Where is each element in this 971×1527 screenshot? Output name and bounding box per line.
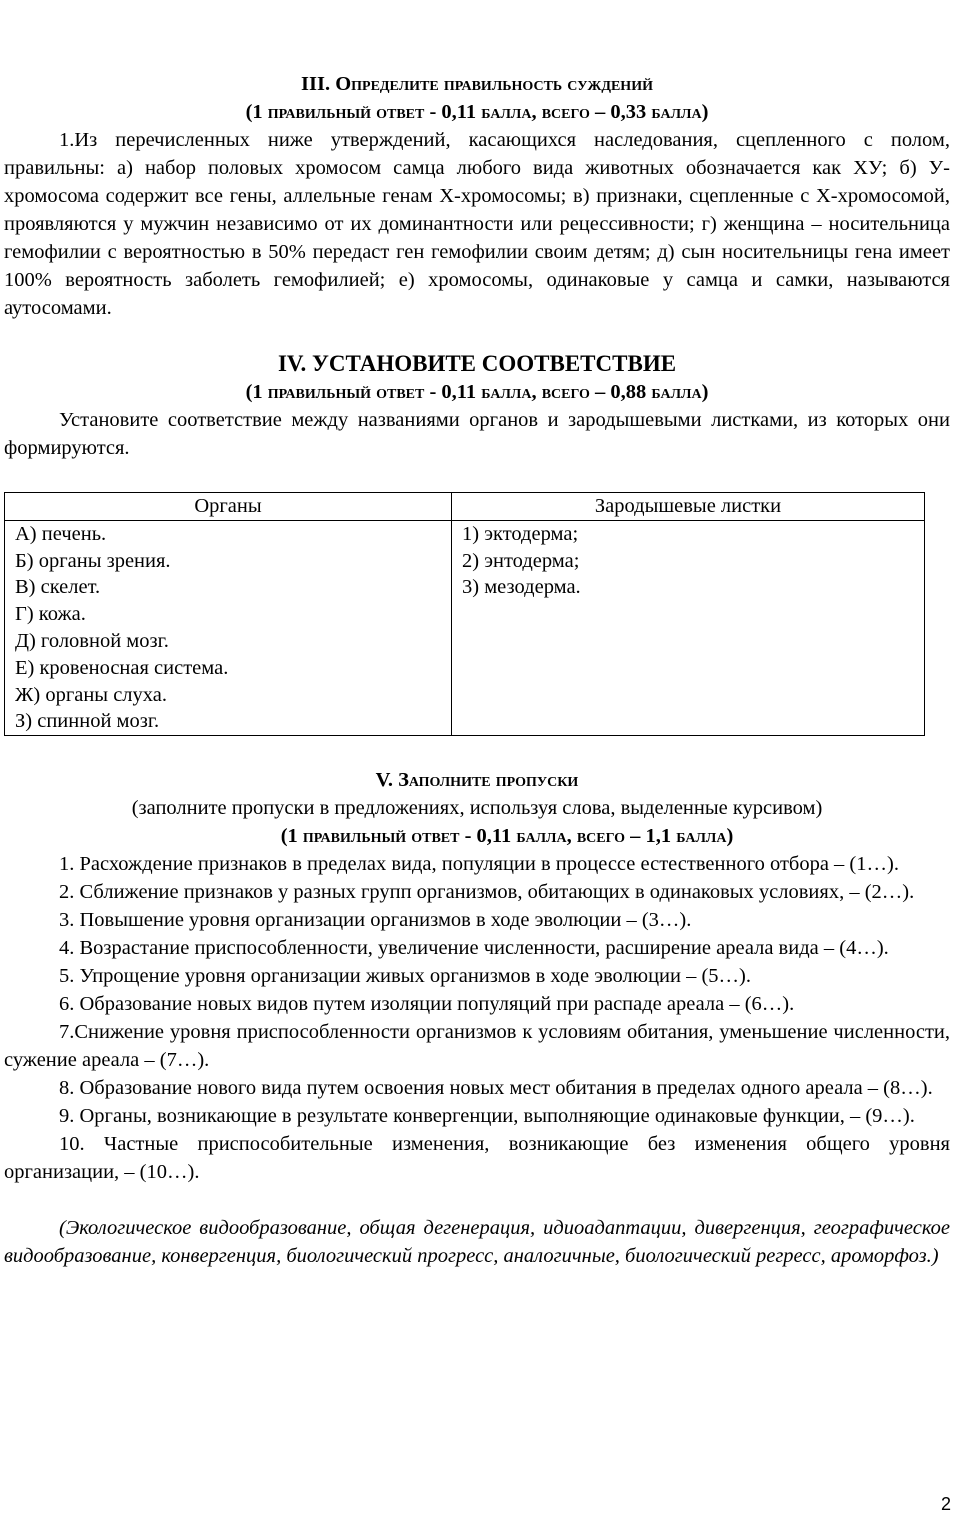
list-item: 3) мезодерма. (462, 576, 581, 599)
matching-table (4, 492, 925, 736)
list-item: З) спинной мозг. (15, 710, 160, 733)
word-bank: (Экологическое видообразование, общая дегенерация, идиоадаптации, дивергенция, географическое видообразование, конвергенция, биологический прогресс, аналогичные, биологический регресс, ароморфоз.) (4, 1217, 950, 1268)
table-header-organs: Органы (5, 493, 452, 521)
fill-item: 7.Снижение уровня приспособленности организмов к условиям обитания, уменьшение численности, сужение ареала – (7…). (4, 1021, 950, 1072)
section5-points: (1 правильный ответ - 0,11 балла, всего – 1,1 балла) (280, 825, 734, 848)
document-page (4, 70, 950, 1270)
fill-item: 2. Сближение признаков у разных групп организмов, обитающих в одинаковых условиях, – (2…). (59, 881, 915, 904)
section5-subtitle: (заполните пропуски в предложениях, используя слова, выделенные курсивом) (131, 797, 823, 820)
fill-item: 5. Упрощение уровня организации живых организмов в ходе эволюции – (5…). (59, 965, 752, 988)
list-item: В) скелет. (15, 576, 101, 599)
section3-points: (1 правильный ответ - 0,11 балла, всего – 0,33 балла) (245, 101, 709, 123)
section4-title: IV. УСТАНОВИТЕ СООТВЕТСТВИЕ (277, 351, 677, 376)
fill-item: 8. Образование нового вида путем освоения новых мест обитания в пределах одного ареала – (8…). (59, 1077, 933, 1100)
section3-text: 1.Из перечисленных ниже утверждений, касающихся наследования, сцепленного с полом, правильны: а) набор половых хромосом самца любого вида животных обозначается как ХУ; б) У-хромосома содержит все гены, аллельные генам Х-хромосомы; в) признаки, сцепленные с Х-хромосомой, проявляются у мужчин независимо от их доминантности или рецессивности; г) женщина – носительница гемофилии с вероятностью в 50% передаст ген гемофилии своим детям; д) сын носительницы гена имеет 100% вероятность заболеть гемофилией; е) хромосомы, одинаковые у самца и самки, называются аутосомами. (4, 129, 950, 319)
fill-item: 4. Возрастание приспособленности, увеличение численности, расширение ареала вида – (4…). (59, 937, 889, 960)
table-header-layers: Зародышевые листки (452, 493, 925, 521)
list-item: 1) эктодерма; (462, 522, 579, 545)
section4-points: (1 правильный ответ - 0,11 балла, всего – 0,88 балла) (245, 381, 709, 403)
list-item: А) печень. (15, 522, 107, 545)
fill-item: 6. Образование новых видов путем изоляции популяций при распаде ареала – (6…). (59, 993, 795, 1016)
organs-cell (5, 520, 452, 735)
list-item: 2) энтодерма; (462, 549, 580, 572)
list-item: Г) кожа. (15, 603, 86, 626)
list-item: Д) головной мозг. (15, 629, 169, 652)
list-item: Б) органы зрения. (15, 549, 171, 572)
section5-title: V. Заполните пропуски (375, 769, 579, 792)
list-item: Е) кровеносная система. (15, 656, 229, 679)
fill-item: 3. Повышение уровня организации организмов в ходе эволюции – (3…). (59, 909, 692, 932)
fill-item: 10. Частные приспособительные изменения, возникающие без изменения общего уровня организации, – (10…). (4, 1133, 950, 1184)
section3-title: III. Определите правильность суждений (301, 73, 653, 95)
section4-text: Установите соответствие между названиями органов и зародышевыми листками, из которых они формируются. (4, 409, 950, 459)
list-item: Ж) органы слуха. (15, 683, 167, 706)
fill-item: 1. Расхождение признаков в пределах вида, популяции в процессе естественного отбора – (1…). (59, 853, 899, 876)
fill-item: 9. Органы, возникающие в результате конвергенции, выполняющие одинаковые функции, – (9…). (59, 1105, 915, 1128)
page-number: 2 (940, 1494, 951, 1514)
layers-cell (452, 520, 925, 735)
